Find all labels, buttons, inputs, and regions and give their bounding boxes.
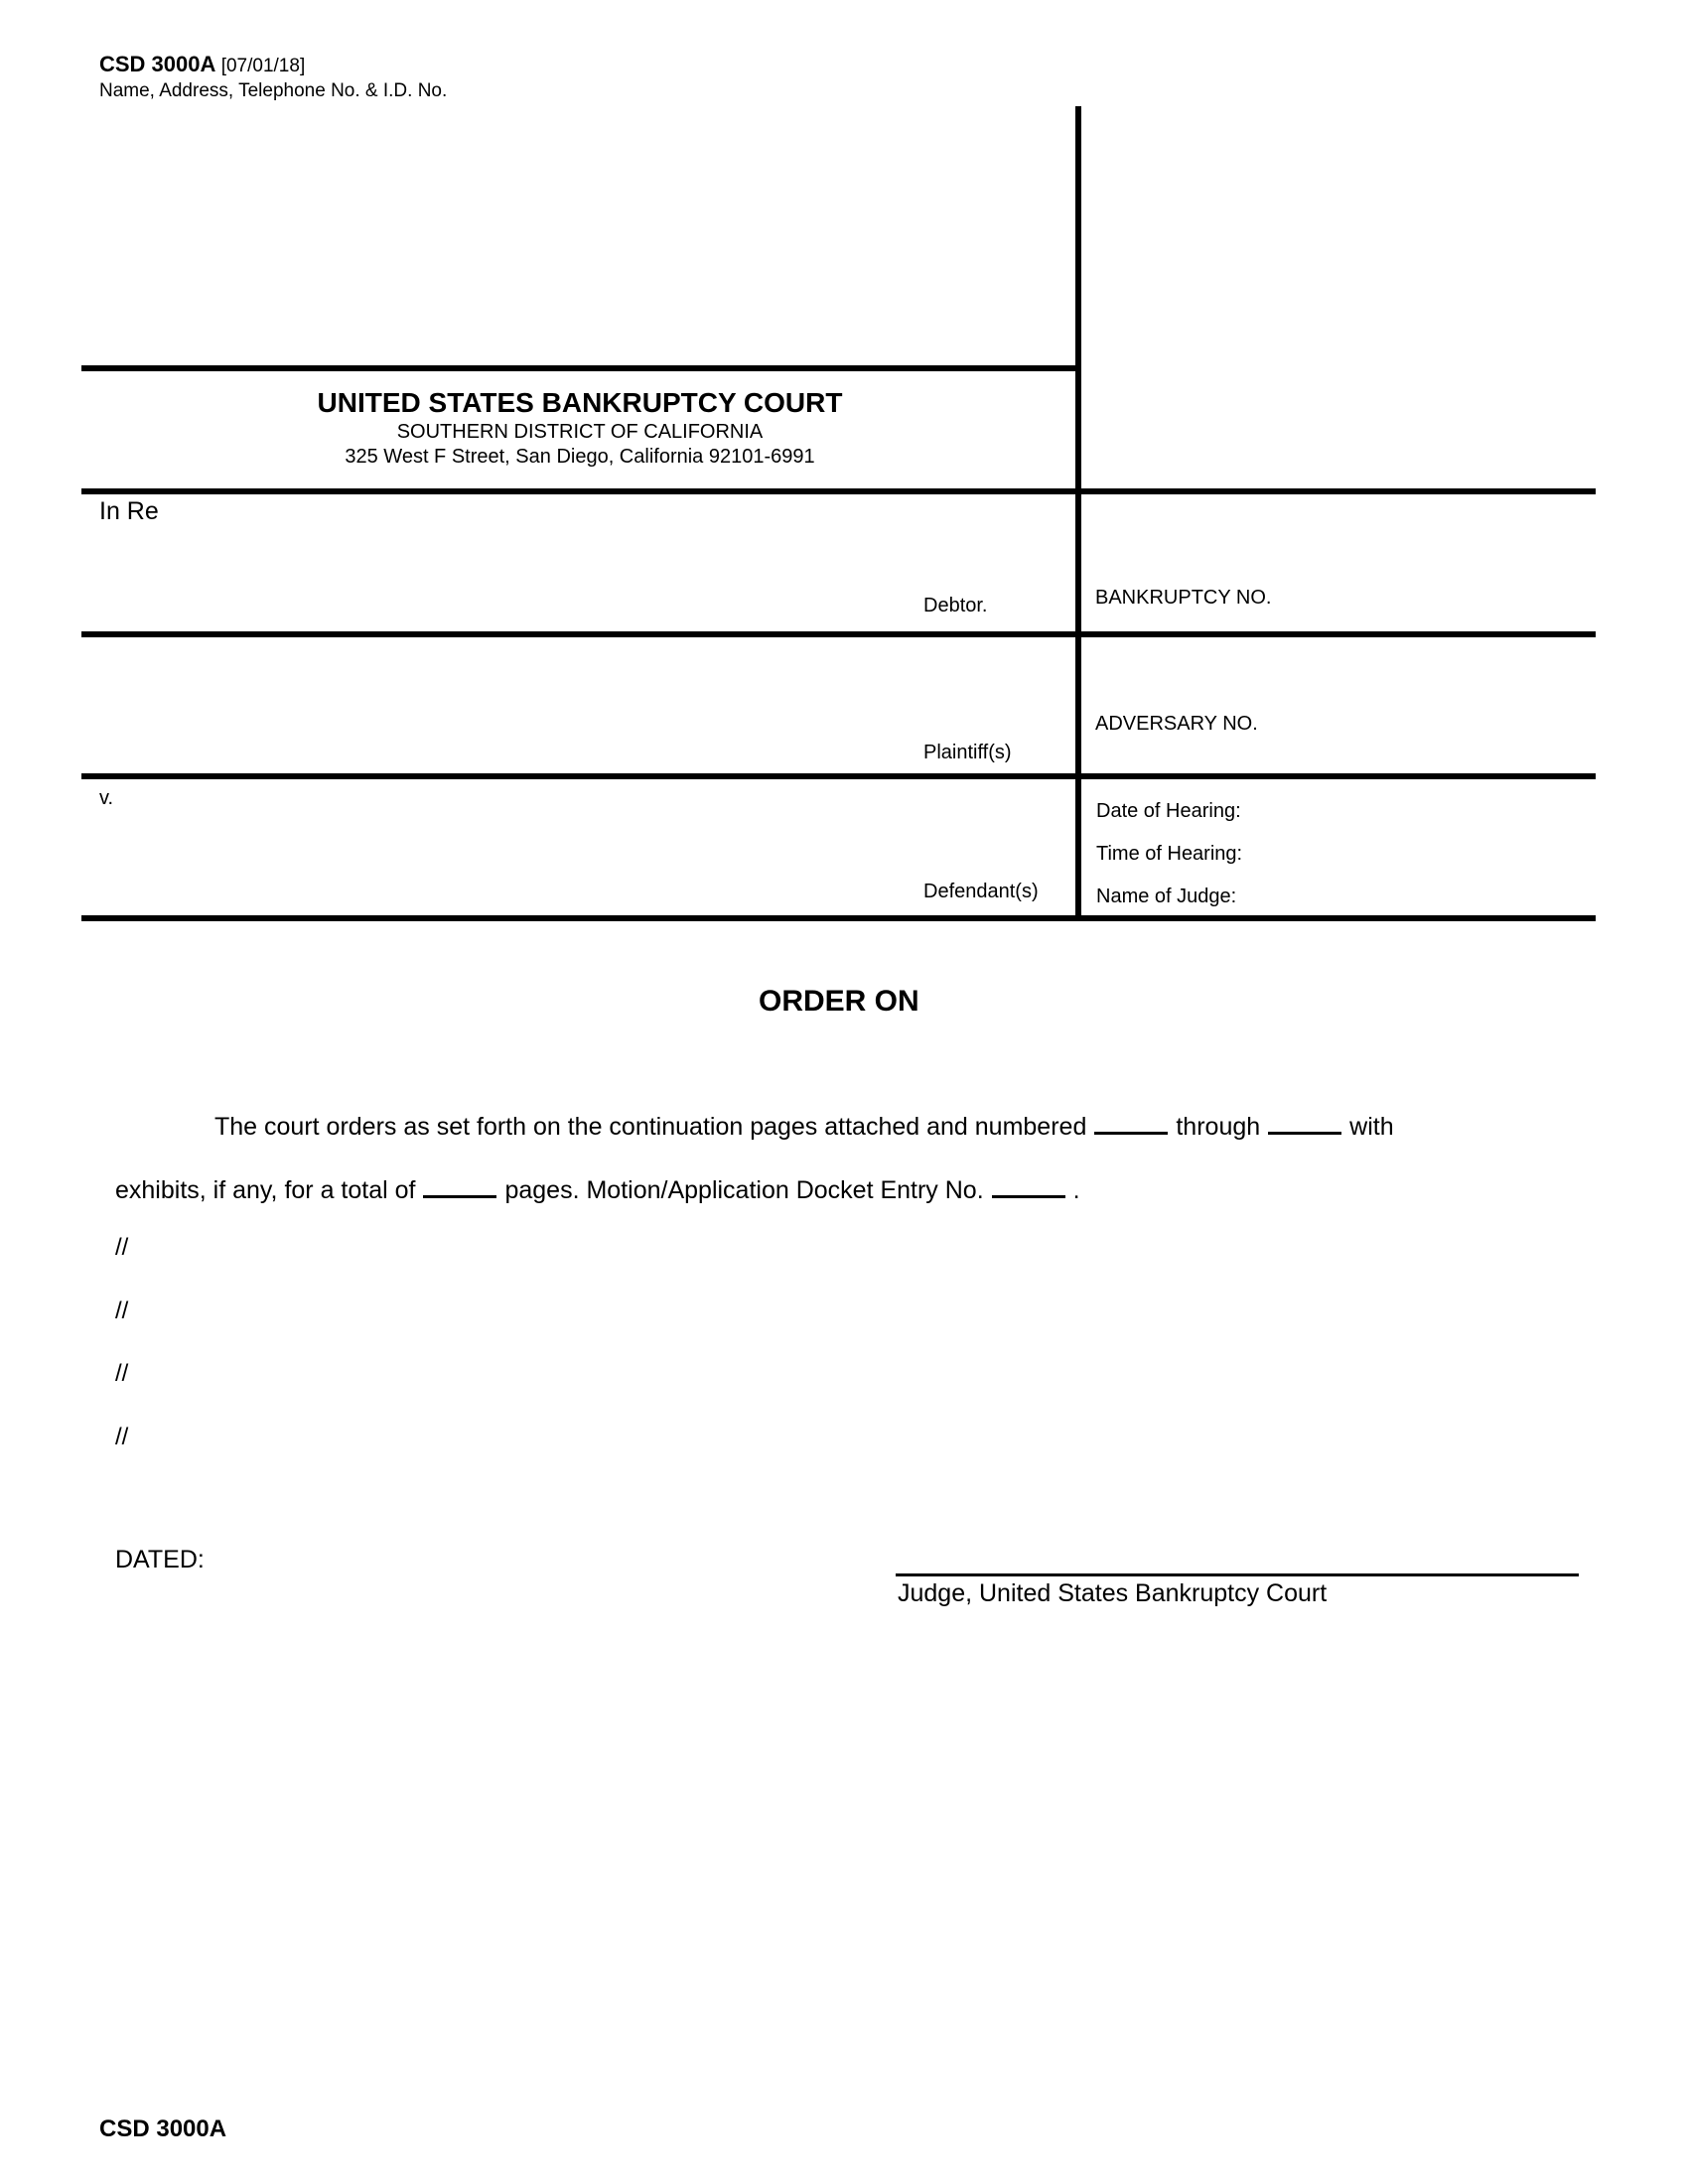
- dated-field[interactable]: [228, 1544, 526, 1575]
- docket-entry-text: pages. Motion/Application Docket Entry No.: [504, 1176, 984, 1204]
- bankruptcy-no-label: BANKRUPTCY NO.: [1095, 587, 1272, 609]
- plaintiff-name-area[interactable]: [99, 645, 894, 754]
- form-revision: [07/01/18]: [220, 56, 306, 76]
- debtor-label: Debtor.: [923, 595, 988, 616]
- divider-plaintiff-top: [81, 631, 1596, 637]
- order-title: ORDER ON: [759, 985, 919, 1018]
- divider-caption-bottom: [81, 915, 1596, 921]
- order-line-1: [214, 1113, 1394, 1142]
- form-id: CSD 3000A: [99, 52, 215, 76]
- with-text: with: [1349, 1113, 1394, 1141]
- attorney-info-area[interactable]: [83, 107, 1074, 365]
- start-page-blank[interactable]: [1094, 1132, 1168, 1135]
- plaintiffs-label: Plaintiff(s): [923, 742, 1012, 763]
- divider-inre-top: [81, 488, 1596, 494]
- name-of-judge-label: Name of Judge:: [1096, 886, 1237, 907]
- end-page-blank[interactable]: [1268, 1132, 1341, 1135]
- versus-label: v.: [99, 787, 114, 809]
- docket-entry-blank[interactable]: [992, 1195, 1065, 1198]
- judge-signature-label: Judge, United States Bankruptcy Court: [898, 1579, 1328, 1607]
- order-line-2-period: .: [1072, 1176, 1080, 1204]
- divider-court-top: [81, 365, 1078, 371]
- court-name: UNITED STATES BANKRUPTCY COURT: [317, 387, 843, 418]
- time-of-hearing-label: Time of Hearing:: [1096, 843, 1243, 865]
- caption-center-divider: [1075, 106, 1081, 920]
- attorney-info-label: Name, Address, Telephone No. & I.D. No.: [99, 80, 448, 101]
- order-line-2: [115, 1176, 1080, 1205]
- defendant-name-area[interactable]: [99, 814, 894, 903]
- court-district: SOUTHERN DISTRICT OF CALIFORNIA: [396, 421, 764, 443]
- order-line-1-text: The court orders as set forth on the continuation pages attached and numbered: [214, 1113, 1087, 1141]
- slash-marker: //: [115, 1424, 129, 1450]
- slash-marker: //: [115, 1360, 129, 1387]
- footer-form-id: CSD 3000A: [99, 2116, 227, 2142]
- divider-defendant-top: [81, 773, 1596, 779]
- slash-marker: //: [115, 1234, 129, 1261]
- date-of-hearing-label: Date of Hearing:: [1096, 800, 1241, 822]
- judge-signature-line[interactable]: [896, 1573, 1579, 1576]
- adversary-no-label: ADVERSARY NO.: [1095, 713, 1258, 735]
- through-text: through: [1176, 1113, 1261, 1141]
- dated-label: DATED:: [115, 1546, 205, 1573]
- slash-marker: //: [115, 1297, 129, 1324]
- debtor-name-area[interactable]: [99, 536, 894, 615]
- defendants-label: Defendant(s): [923, 881, 1039, 902]
- in-re-label: In Re: [99, 497, 159, 525]
- order-line-2-text: exhibits, if any, for a total of: [115, 1176, 416, 1204]
- total-pages-blank[interactable]: [423, 1195, 496, 1198]
- court-address: 325 West F Street, San Diego, California 92101-6991: [345, 446, 815, 468]
